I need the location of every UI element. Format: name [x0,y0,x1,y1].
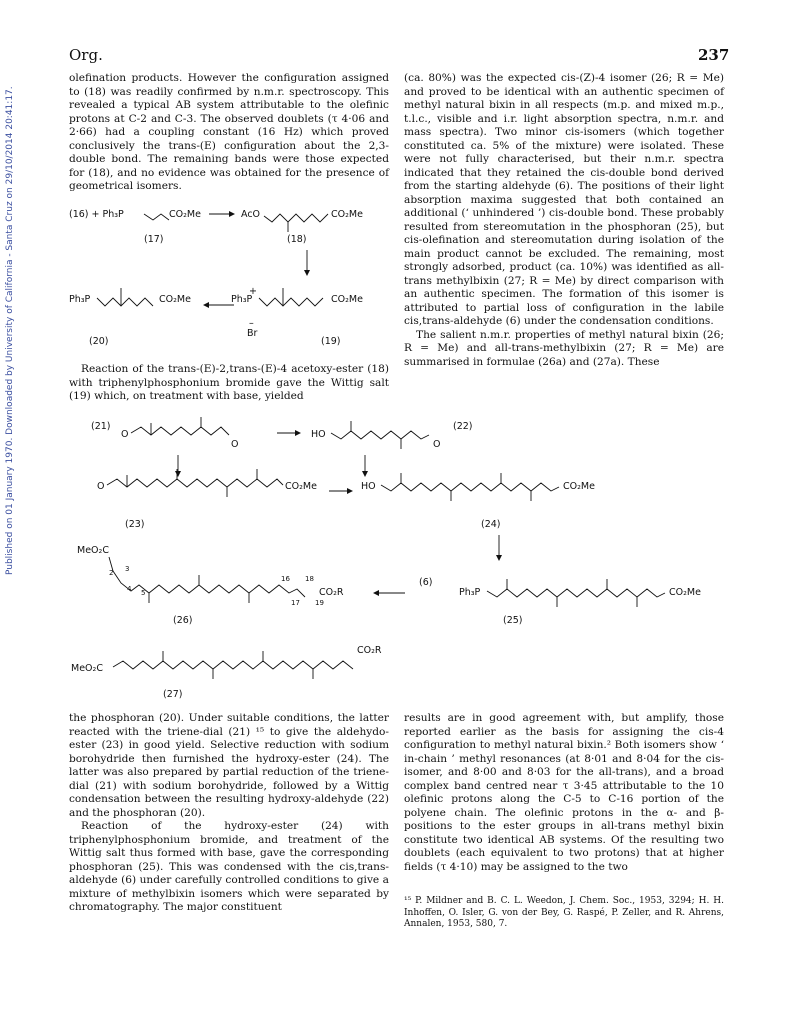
compound-label: (27) [163,689,183,700]
scheme-text: + [249,286,257,297]
scheme-text: CO₂Me [331,294,363,305]
left-column-bottom [69,712,389,915]
scheme-text: HO [361,481,376,492]
atom-number: 17 [291,599,300,607]
compound-label: (17) [144,234,164,245]
right-column-bottom [404,712,724,874]
footnote: ¹⁵ P. Mildner and B. C. L. Weedon, J. Chem. Soc., 1953, 3294; H. H. Inhoffen, O. Isler, G. von der Bey, G. Raspé, P. Zeller, and R. Ahrens, Annalen, 1953, 580, 7. [404,896,724,929]
scheme-text: O [433,439,441,450]
paragraph: (ca. 80%) was the expected cis-(Z)-4 isomer (26; R = Me) and proved to be identical with an authentic specimen of methyl natural bixin in all respects (m.p. and mixed m.p., t.l.c., visible and i.r. light absorption spectra, n.m.r. and mass spectra). Two minor cis-isomers (which together constituted ca. 5% of the mixture) were isolated. These were not fully characterised, but their n.m.r. spectra indicated that they retained the cis-double bond derived from the starting aldehyde (6). The positions of their light absorption maxima suggested that both contained an additional (‘ unhindered ’) cis-double bond. These probably resulted from stereomutation in the phosphoran (25), but cis-olefination and stereomutation during isolation of the main product cannot be excluded. The remaining, most strongly adsorbed, product (ca. 10%) was identified as all-trans methylbixin (27; R = Me) by direct comparison with an authentic specimen. The formation of this isomer is attributed to partial loss of configuration in the labile cis,trans-aldehyde (6) under the condensation conditions. [404,72,724,327]
atom-number: 19 [315,599,324,607]
scheme-text: CO₂Me [159,294,191,305]
left-column-after-scheme [69,363,389,404]
scheme-text: O [231,439,239,450]
scheme-text: O [97,481,105,492]
scheme-text: MeO₂C [71,663,103,674]
scheme-text: CO₂Me [169,209,201,220]
compound-label: (25) [503,615,523,626]
paragraph: the phosphoran (20). Under suitable conditions, the latter reacted with the triene-dial (21) ¹⁵ to give the aldehydo-ester (23) in good yield. Selective reduction with sodium borohydride then furnished the hydroxy-ester (24). The latter was also prepared by partial reduction of the triene-dial (21) with sodium borohydride, followed by a Wittig condensation between the resulting hydroxy-aldehyde (22) and the phosphoran (20). [69,712,389,819]
scheme-text: Ph₃P [231,294,253,305]
arrow-label: (6) [419,577,433,588]
scheme-text: Br [247,328,258,339]
compound-label: (21) [91,421,111,432]
scheme-text: Ph₃P [459,587,481,598]
atom-number: 5 [141,589,146,597]
page-number: 237 [698,46,730,64]
journal-header: Org. [69,46,103,64]
scheme-text: HO [311,429,326,440]
compound-label: (20) [89,336,109,347]
paragraph: Reaction of the trans-(E)-2,trans-(E)-4 acetoxy-ester (18) with triphenylphosphonium bromide gave the Wittig salt (19) which, on treatment with base, yielded [69,363,389,402]
scheme-text: – [249,318,254,329]
paragraph: results are in good agreement with, but amplify, those reported earlier as the basis for assigning the cis-4 configuration to methyl natural bixin.² Both isomers show ‘ in-chain ’ methyl resonances (at 8·01 and 8·04 for the cis-isomer, and 8·00 and 8·03 for the all-trans), and a broad complex band centred near τ 3·45 attributable to the 10 olefinic protons along the C-5 to C-16 portion of the polyene chain. The olefinic protons in the α- and β-positions to the ester groups in all-trans methyl bixin constitute two identical AB systems. Of the resulting two doublets (each equivalent to two protons) that at higher fields (τ 4·10) may be assigned to the two [404,712,724,873]
scheme-text: (16) + Ph₃P [69,209,124,220]
atom-number: 3 [125,565,130,573]
scheme-text: CO₂Me [331,209,363,220]
scheme-text: CO₂Me [669,587,701,598]
reaction-scheme-2 [69,415,749,707]
scheme-text: CO₂R [357,645,382,656]
scheme-text: CO₂R [319,587,344,598]
paragraph: The salient n.m.r. properties of methyl natural bixin (26; R = Me) and all-trans-methylbixin (27; R = Me) are summarised in formulae (26a) and (27a). These [404,328,724,368]
compound-label: (18) [287,234,307,245]
atom-number: 2 [109,569,114,577]
scheme-text: CO₂Me [285,481,317,492]
compound-label: (22) [453,421,473,432]
compound-label: (23) [125,519,145,530]
scheme-text: O [121,429,129,440]
compound-label: (26) [173,615,193,626]
compound-label: (19) [321,336,341,347]
atom-number: 4 [127,585,132,593]
scheme-text: AcO [241,209,261,220]
atom-number: 16 [281,575,290,583]
download-watermark: Published on 01 January 1970. Downloaded by University of California - Santa Cruz on 29/10/2014 20:41:17. [5,86,15,575]
scheme-text: MeO₂C [77,545,109,556]
reaction-scheme-1 [69,198,399,366]
scheme-text: Ph₃P [69,294,91,305]
compound-label: (24) [481,519,501,530]
scheme-text: CO₂Me [563,481,595,492]
right-column-top [404,72,724,369]
atom-number: 18 [305,575,314,583]
left-column-top [69,72,389,194]
paragraph: Reaction of the hydroxy-ester (24) with triphenylphosphonium bromide, and treatment of the Wittig salt thus formed with base, gave the corresponding phosphoran (25). This was condensed with the cis,trans-aldehyde (6) under carefully controlled conditions to give a mixture of methylbixin isomers which were separated by chromatography. The major constituent [69,820,389,913]
paragraph: olefination products. However the configuration assigned to (18) was readily confirmed by n.m.r. spectroscopy. This revealed a typical AB system attributable to the olefinic protons at C-2 and C-3. The observed doublets (τ 4·06 and 2·66) had a coupling constant (16 Hz) which proved conclusively the trans-(E) configuration about the 2,3-double bond. The remaining bands were those expected for (18), and no evidence was obtained for the presence of geometrical isomers. [69,72,389,192]
